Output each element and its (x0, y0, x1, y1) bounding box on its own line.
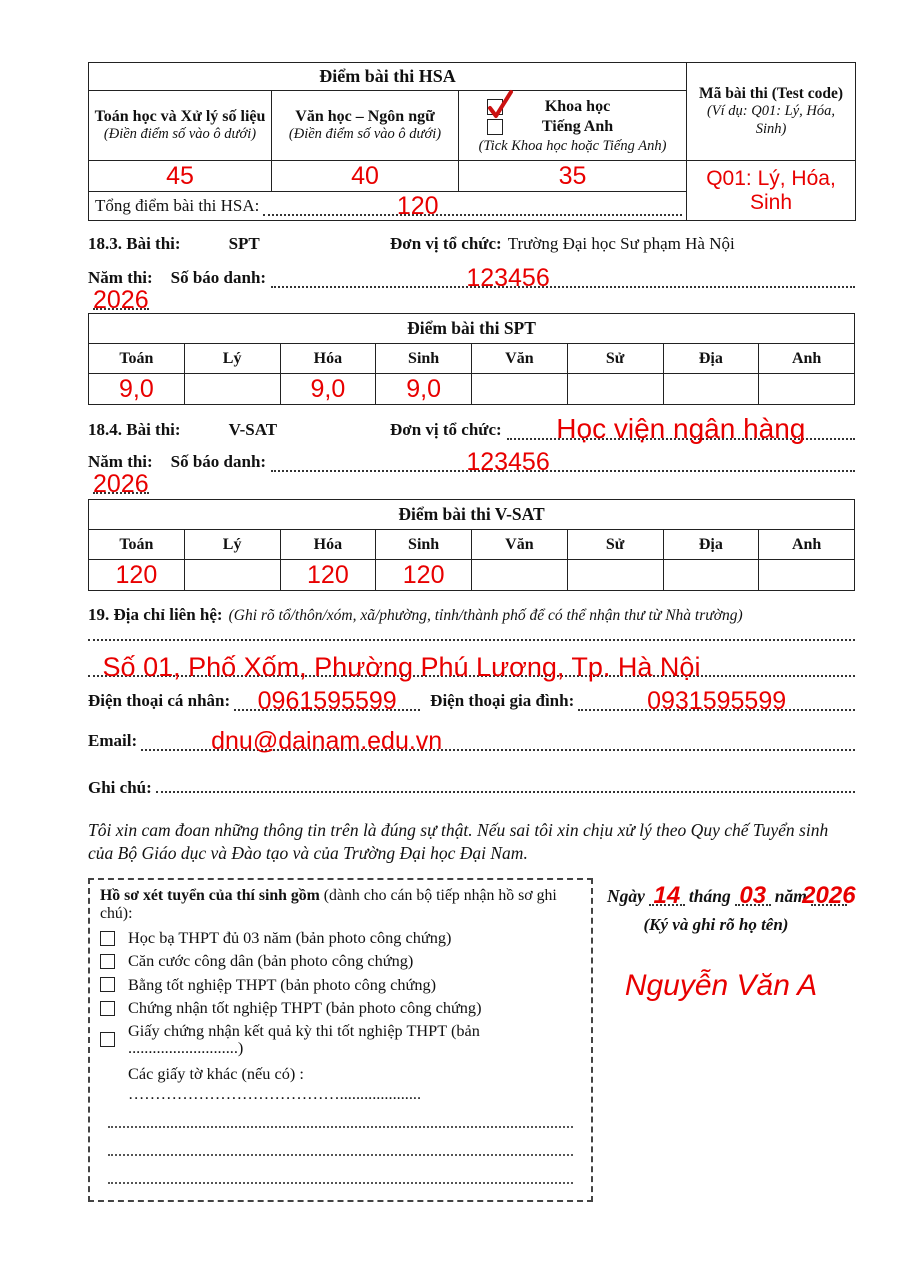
dossier-item (100, 930, 581, 946)
spt-score-cell[interactable] (663, 374, 759, 405)
spt-col-header: Hóa (280, 344, 376, 374)
spt-score-cell[interactable] (567, 374, 663, 405)
dossier-item (100, 953, 581, 969)
year-field[interactable] (802, 882, 856, 910)
dossier-checkbox-diploma[interactable] (100, 977, 115, 992)
address-field-line-1[interactable] (88, 625, 855, 641)
month-field[interactable] (735, 882, 771, 910)
hsa-total-value: 120 (396, 191, 439, 220)
dossier-item-label: Học bạ THPT đủ 03 năm (bản photo công chứng) (128, 928, 452, 948)
vsat-score-cell[interactable] (376, 560, 472, 591)
hsa-col-math-header (89, 91, 272, 161)
spt-col-header: Sử (567, 344, 663, 374)
spt-exam-name: SPT (228, 234, 260, 253)
hsa-table-title: Điểm bài thi HSA (89, 63, 687, 91)
dossier-title-rest: (dành cho cán bộ tiếp nhận hồ sơ ghi chú): (100, 887, 557, 923)
spt-col-header: Lý (184, 344, 280, 374)
hsa-literature-hint: (Điền điểm số vào ô dưới) (288, 126, 442, 143)
dossier-item (100, 1000, 581, 1016)
spt-score-cell[interactable] (184, 374, 280, 405)
spt-col-header: Sinh (376, 344, 472, 374)
hsa-test-code-header (687, 63, 856, 161)
hsa-math-score-cell[interactable] (89, 161, 272, 192)
dossier-checkbox-exam-result[interactable] (100, 1032, 115, 1047)
spt-candidate-label: Số báo danh: (170, 267, 267, 287)
vsat-col-header: Văn (472, 530, 568, 560)
spt-year-label: Năm thi: (88, 267, 153, 287)
phone-personal-field[interactable] (234, 686, 420, 715)
dossier-box (88, 878, 593, 1202)
spt-candidate-value: 123456 (466, 263, 550, 292)
hsa-science-score-cell[interactable] (459, 161, 687, 192)
science-checkbox[interactable] (487, 99, 503, 115)
note-field[interactable] (156, 771, 855, 793)
vsat-org-field[interactable] (507, 413, 855, 445)
year-value: 2026 (802, 882, 856, 910)
hsa-total-row (89, 192, 687, 221)
dossier-item-label: Bằng tốt nghiệp THPT (bản photo công chứng) (128, 974, 437, 994)
email-row (88, 726, 855, 759)
contact-section-hint: (Ghi rõ tổ/thôn/xóm, xã/phường, tỉnh/thành phố để có thể nhận thư từ Nhà trường) (228, 607, 743, 624)
vsat-candidate-field[interactable] (271, 447, 855, 476)
test-code-header-label: Mã bài thi (Test code) (698, 84, 844, 102)
spt-score-cell[interactable] (280, 374, 376, 405)
hsa-science-score: 35 (558, 161, 587, 190)
declaration-text: Tôi xin cam đoan những thông tin trên là đúng sự thật. Nếu sai tôi xin chịu xử lý theo Quy chế Tuyển sinh của Bộ Giáo dục và Đào tạo và của Trường Đại học Đại Nam. (88, 820, 829, 864)
spt-score-cell[interactable] (759, 374, 855, 405)
vsat-score-value: 120 (115, 560, 158, 589)
dossier-title (100, 887, 581, 923)
hsa-col-science-english-header (459, 91, 687, 161)
dossier-checkbox-transcript[interactable] (100, 931, 115, 946)
note-label: Ghi chú: (88, 778, 152, 797)
vsat-year-label: Năm thi: (88, 451, 153, 471)
hsa-total-field[interactable] (263, 191, 682, 220)
spt-col-header: Toán (89, 344, 185, 374)
hsa-score-table (88, 62, 856, 221)
contact-section-label: 19. Địa chỉ liên hệ: (88, 605, 223, 624)
phone-row (88, 686, 855, 719)
hsa-literature-score-cell[interactable] (272, 161, 459, 192)
section-18-3-yearline (88, 263, 855, 314)
hsa-math-score: 45 (166, 161, 194, 190)
vsat-score-cell[interactable] (759, 560, 855, 591)
email-field[interactable] (141, 726, 855, 755)
vsat-col-header: Hóa (280, 530, 376, 560)
section-18-4-yearline (88, 447, 855, 498)
vsat-score-cell[interactable] (280, 560, 376, 591)
address-field-line-2[interactable] (88, 641, 855, 683)
dossier-title-bold: Hồ sơ xét tuyển của thí sinh gồm (100, 887, 320, 905)
vsat-score-value: 120 (402, 560, 445, 589)
spt-score-cell[interactable] (89, 374, 185, 405)
vsat-candidate-label: Số báo danh: (170, 451, 267, 471)
phone-personal-label: Điện thoại cá nhân: (88, 690, 231, 710)
hsa-literature-label: Văn học – Ngôn ngữ (295, 107, 435, 125)
phone-family-value: 0931595599 (647, 686, 787, 715)
vsat-score-cell[interactable] (89, 560, 185, 591)
date-line (607, 882, 856, 910)
dossier-item (100, 974, 581, 994)
vsat-col-header: Sinh (376, 530, 472, 560)
section-18-4-header (88, 413, 855, 445)
day-field[interactable] (649, 882, 685, 910)
vsat-score-cell[interactable] (663, 560, 759, 591)
vsat-score-cell[interactable] (184, 560, 280, 591)
phone-family-field[interactable] (578, 686, 855, 715)
spt-year-field[interactable] (93, 285, 149, 314)
section-18-3-header (88, 234, 855, 261)
vsat-exam-name: V-SAT (228, 420, 278, 440)
dossier-checkbox-id-card[interactable] (100, 954, 115, 969)
dossier-item (100, 1023, 581, 1056)
signature-block (593, 878, 855, 1202)
email-value: dnu@dainam.edu.vn (211, 726, 443, 755)
dossier-item-label: Chứng nhận tốt nghiệp THPT (bản photo công chứng) (128, 998, 482, 1018)
english-checkbox-label: Tiếng Anh (541, 118, 614, 135)
spt-score-cell[interactable] (376, 374, 472, 405)
day-value: 14 (653, 882, 681, 910)
dossier-other-documents-label: Các giấy tờ khác (nếu có) : ………………………………….................... (128, 1063, 422, 1103)
vsat-candidate-value: 123456 (466, 447, 550, 476)
dossier-blank-line[interactable] (108, 1132, 573, 1156)
spt-org-value: Trường Đại học Sư phạm Hà Nội (507, 234, 735, 253)
vsat-col-header: Anh (759, 530, 855, 560)
spt-candidate-field[interactable] (271, 263, 855, 292)
vsat-col-header: Lý (184, 530, 280, 560)
year-label: năm (774, 886, 807, 907)
day-label: Ngày (607, 886, 645, 907)
spt-col-header: Văn (472, 344, 568, 374)
red-check-icon (485, 86, 513, 118)
dossier-item-label: Căn cước công dân (bản photo công chứng) (128, 951, 414, 971)
spt-col-header: Anh (759, 344, 855, 374)
spt-table-title: Điểm bài thi SPT (89, 314, 855, 344)
hsa-total-label: Tổng điểm bài thi HSA: (95, 195, 260, 215)
spt-score-value: 9,0 (118, 374, 154, 403)
month-label: tháng (688, 886, 731, 907)
vsat-score-cell[interactable] (472, 560, 568, 591)
spt-score-value: 9,0 (310, 374, 346, 403)
month-value: 03 (739, 882, 767, 910)
spt-section-label: 18.3. Bài thi: (88, 234, 181, 253)
phone-family-label: Điện thoại gia đình: (430, 690, 575, 710)
sign-hint: (Ký và ghi rõ họ tên) (643, 915, 789, 935)
hsa-checkbox-hint: (Tick Khoa học hoặc Tiếng Anh) (478, 138, 667, 154)
hsa-math-label: Toán học và Xử lý số liệu (94, 107, 266, 125)
form-page (88, 62, 855, 1202)
hsa-math-hint: (Điền điểm số vào ô dưới) (103, 126, 257, 143)
dossier-item-label: Giấy chứng nhận kết quả kỳ thi tốt nghiệp THPT (bản ...........................) (128, 1021, 480, 1057)
hsa-test-code-value: Q01: Lý, Hóa, Sinh (706, 166, 836, 214)
test-code-header-hint: (Ví dụ: Q01: Lý, Hóa, Sinh) (706, 103, 836, 137)
dossier-blank-line[interactable] (108, 1104, 573, 1128)
spt-org-label: Đơn vị tổ chức: (390, 234, 502, 253)
vsat-year-value: 2026 (93, 469, 149, 498)
english-checkbox[interactable] (487, 119, 503, 135)
vsat-score-value: 120 (307, 560, 349, 589)
vsat-table-title: Điểm bài thi V-SAT (89, 500, 855, 530)
phone-personal-value: 0961595599 (257, 686, 397, 715)
hsa-test-code-value-cell[interactable] (687, 161, 856, 221)
vsat-org-value: Học viện ngân hàng (556, 413, 806, 445)
hsa-col-literature-header (272, 91, 459, 161)
spt-score-table (88, 313, 855, 405)
signed-name: Nguyễn Văn A (624, 969, 818, 1003)
spt-col-header: Địa (663, 344, 759, 374)
dossier-checkbox-grad-certificate[interactable] (100, 1001, 115, 1016)
vsat-org-label: Đơn vị tổ chức: (390, 420, 502, 440)
note-row (88, 771, 855, 797)
vsat-col-header: Sử (567, 530, 663, 560)
science-checkbox-label: Khoa học (544, 98, 611, 115)
vsat-col-header: Địa (663, 530, 759, 560)
hsa-literature-score: 40 (351, 161, 379, 190)
vsat-section-label: 18.4. Bài thi: (88, 420, 181, 440)
spt-year-value: 2026 (93, 285, 149, 314)
spt-score-value: 9,0 (406, 374, 441, 403)
vsat-score-cell[interactable] (567, 560, 663, 591)
address-value: Số 01, Phố Xốm, Phường Phú Lương, Tp. Hà Nội (102, 652, 701, 683)
vsat-year-field[interactable] (93, 469, 149, 498)
email-label: Email: (88, 730, 138, 750)
section-19-header (88, 605, 855, 625)
spt-score-cell[interactable] (472, 374, 568, 405)
vsat-col-header: Toán (89, 530, 185, 560)
vsat-score-table (88, 499, 855, 591)
dossier-blank-line[interactable] (108, 1160, 573, 1184)
